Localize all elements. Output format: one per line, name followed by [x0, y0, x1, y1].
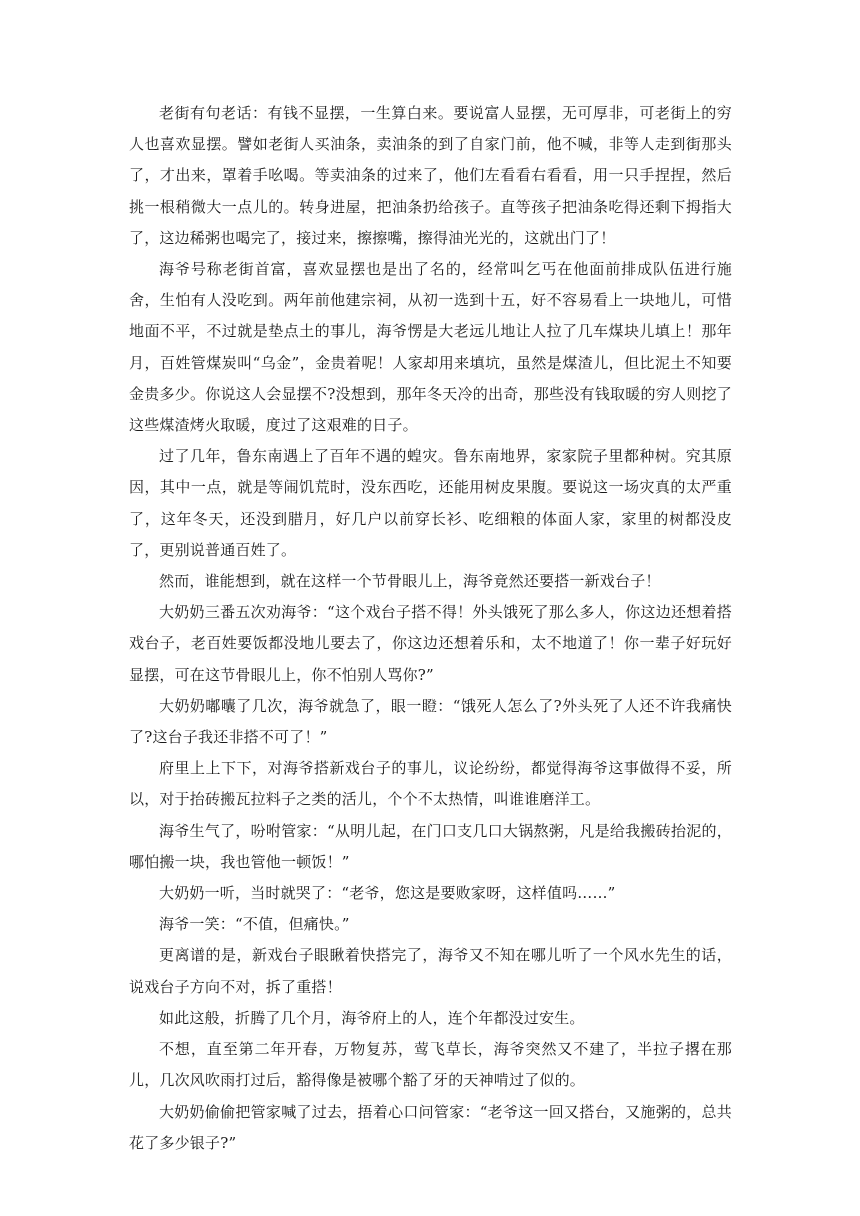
paragraph-8: 海爷生气了，吩咐管家：“从明儿起，在门口支几口大锅熬粥，凡是给我搬砖抬泥的，哪怕搬一块，我也管他一顿饭！”: [129, 821, 732, 871]
paragraph-1: 老街有句老话：有钱不显摆，一生算白来。要说富人显摆，无可厚非，可老街上的穷人也喜欢显摆。譬如老街人买油条，卖油条的到了自家门前，他不喊，非等人走到街那头了，才出来，罩着手吆喝。等卖油条的过来了，他们左看看右看看，用一只手捏捏，然后挑一根稍微大一点儿的。转身进屋，把油条扔给孩子。直等孩子把油条吃得还剩下拇指大了，这边稀粥也喝完了，接过来，擦擦嘴，擦得油光光的，这就出门了！: [129, 104, 732, 247]
story-text: [129, 98, 732, 1159]
paragraph-7: 府里上上下下，对海爷搭新戏台子的事儿，议论纷纷，都觉得海爷这事做得不妥，所以，对于抬砖搬瓦拉料子之类的活儿，个个不太热情，叫谁谁磨洋工。: [129, 759, 732, 809]
paragraph-6: 大奶奶嘟囔了几次，海爷就急了，眼一瞪：“饿死人怎么了?外头死了人还不许我痛快了?这台子我还非搭不可了！”: [129, 696, 732, 747]
paragraph-11: 更离谱的是，新戏台子眼瞅着快搭完了，海爷又不知在哪儿听了一个风水先生的话，说戏台子方向不对，拆了重搭！: [129, 946, 732, 996]
paragraph-5: 大奶奶三番五次劝海爷：“这个戏台子搭不得！外头饿死了那么多人，你这边还想着搭戏台子，老百姓要饭都没地儿要去了，你这边还想着乐和，太不地道了！你一辈子好玩好显摆，可在这节骨眼儿上，你不怕别人骂你?”: [129, 603, 732, 684]
paragraph-12: 如此这般，折腾了几个月，海爷府上的人，连个年都没过安生。: [159, 1008, 585, 1027]
paragraph-14: 大奶奶偷偷把管家喊了过去，捂着心口问管家：“老爷这一回又搭台，又施粥的，总共花了多少银子?”: [129, 1102, 732, 1152]
paragraph-13: 不想，直至第二年开春，万物复苏，莺飞草长，海爷突然又不建了，半拉子撂在那儿，几次风吹雨打过后，豁得像是被哪个豁了牙的天神啃过了似的。: [129, 1040, 732, 1090]
paragraph-3: 过了几年，鲁东南遇上了百年不遇的蝗灾。鲁东南地界，家家院子里都种树。究其原因，其中一点，就是等闹饥荒时，没东西吃，还能用树皮果腹。要说这一场灾真的太严重了，这年冬天，还没到腊月，好几户以前穿长衫、吃细粮的体面人家，家里的树都没皮了，更别说普通百姓了。: [129, 447, 732, 559]
paragraph-10: 海爷一笑：“不值，但痛快。”: [159, 915, 350, 934]
paragraph-2: 海爷号称老街首富，喜欢显摆也是出了名的，经常叫乞丐在他面前排成队伍进行施舍，生怕有人没吃到。两年前他建宗祠，从初一选到十五，好不容易看上一块地儿，可惜地面不平，不过就是垫点土的事儿，海爷愣是大老远儿地让人拉了几车煤块儿填上！那年月，百姓管煤炭叫“乌金”，金贵着呢！人家却用来填坑，虽然是煤渣儿，但比泥土不知要金贵多少。你说这人会显摆不?没想到，那年冬天冷的出奇，那些没有钱取暖的穷人则挖了这些煤渣烤火取暖，度过了这艰难的日子。: [129, 260, 732, 435]
paragraph-4: 然而，谁能想到，就在这样一个节骨眼儿上，海爷竟然还要搭一新戏台子！: [159, 572, 661, 591]
paragraph-9: 大奶奶一听，当时就哭了：“老爷，您这是要败家呀，这样值吗……”: [159, 884, 616, 903]
